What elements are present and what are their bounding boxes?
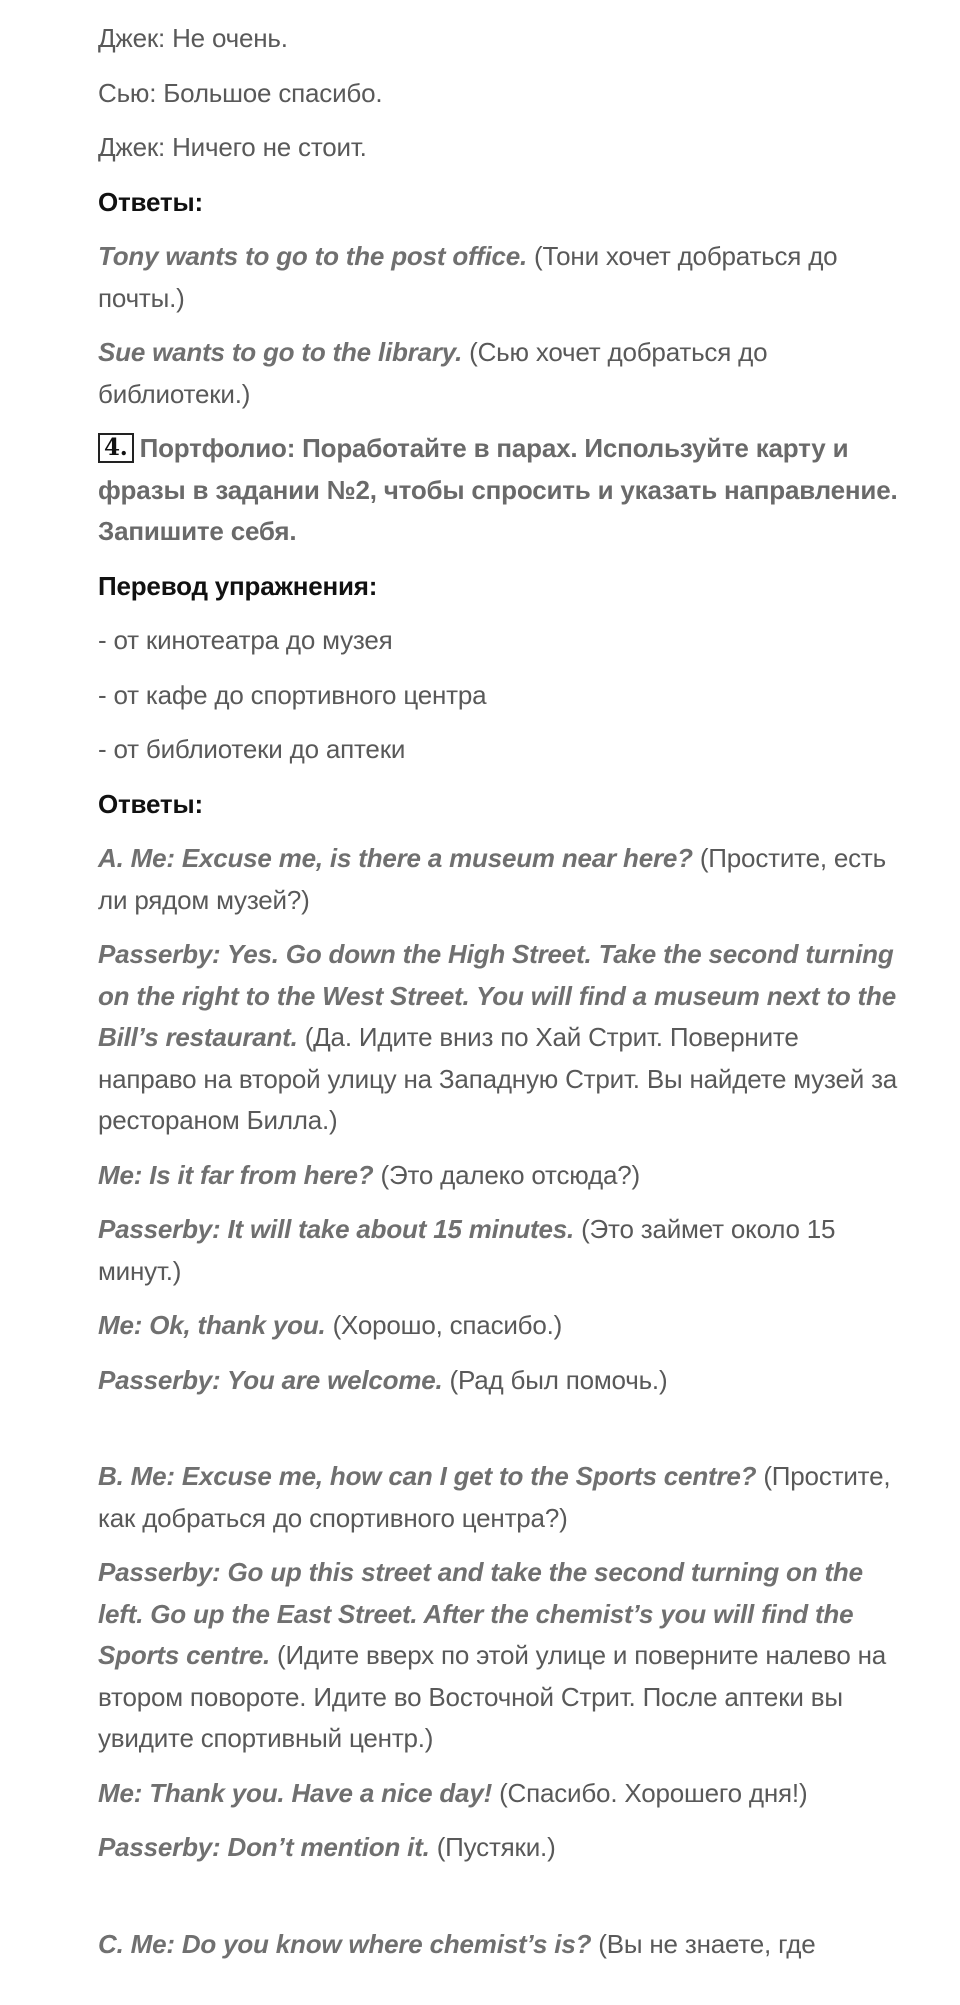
english-line: Me: Is it far from here? (98, 1159, 374, 1190)
dialog-line: Сью: Большое спасибо. (98, 77, 383, 108)
section-spacer (98, 1414, 898, 1456)
dialog-a-line (98, 838, 898, 921)
english-line: A. Me: Excuse me, is there a museum near here? (98, 843, 693, 873)
answer-line (98, 236, 898, 319)
english-line: B. Me: Excuse me, how can I get to the Sports centre? (98, 1461, 757, 1491)
task-text: Портфолио: Поработайте в парах. Используйте карту и фразы в задании №2, чтобы спросить и указать направление. Запишите себя. (98, 433, 898, 546)
task-number-box: 4. (98, 433, 134, 463)
dialog-a-line (98, 1360, 898, 1402)
russian-translation: (Это далеко отсюда?) (373, 1159, 640, 1190)
russian-translation: (Да. Идите вниз по Хай Стрит. Поверните направо на второй улицу на Западную Стрит. Вы найдете музей за рестораном Билла.) (98, 1022, 898, 1135)
english-line: C. Me: Do you know where chemist’s is? (98, 1928, 592, 1959)
russian-translation: (Сью хочет добраться до библиотеки.) (98, 337, 768, 409)
russian-translation: (Пустяки.) (429, 1832, 556, 1862)
english-line: Me: Thank you. Have a nice day! (98, 1777, 493, 1808)
english-answer: Tony wants to go to the post office. (98, 241, 528, 271)
dialog-b-line (98, 1552, 898, 1760)
dialog-line: Джек: Ничего не стоит. (98, 132, 367, 162)
translation-item: - от кафе до спортивного центра (98, 679, 487, 710)
russian-translation: (Простите, есть ли рядом музей?) (98, 843, 886, 915)
dialog-a-line (98, 1155, 898, 1197)
russian-translation: (Рад был помочь.) (442, 1364, 668, 1395)
task-4 (98, 428, 898, 553)
dialog-line: Джек: Не очень. (98, 23, 288, 53)
english-line: Passerby: It will take about 15 minutes. (98, 1214, 575, 1244)
dialog-b-line (98, 1456, 898, 1539)
english-line: Passerby: Go up this street and take the second turning on the left. Go up the East Street. After the chemist’s you will find the Sports centre. (98, 1557, 863, 1670)
section-spacer (98, 1882, 898, 1924)
english-answer: Sue wants to go to the library. (98, 337, 463, 367)
answer-line (98, 332, 898, 415)
russian-translation: (Простите, как добраться до спортивного центра?) (98, 1461, 891, 1533)
russian-translation: (Спасибо. Хорошего дня!) (492, 1777, 808, 1808)
document-page (98, 18, 898, 1978)
english-line: Passerby: Yes. Go down the High Street. Take the second turning on the right to the West Street. You will find a museum next to the Bill’s restaurant. (98, 939, 896, 1052)
russian-translation: (Тони хочет добраться до почты.) (98, 241, 838, 313)
english-line: Me: Ok, thank you. (98, 1310, 326, 1340)
dialog-c-line (98, 1924, 898, 1966)
translation-item: - от кинотеатра до музея (98, 625, 393, 655)
english-line: Passerby: Don’t mention it. (98, 1832, 430, 1862)
dialog-b-line (98, 1773, 898, 1815)
dialog-a-line (98, 1209, 898, 1292)
answers-heading: Ответы: (98, 788, 203, 819)
dialog-b-line (98, 1827, 898, 1869)
dialog-a-line (98, 1305, 898, 1347)
translation-item: - от библиотеки до аптеки (98, 734, 406, 764)
dialog-a-line (98, 934, 898, 1142)
russian-translation: (Это займет около 15 минут.) (98, 1214, 836, 1286)
russian-translation: (Вы не знаете, где (591, 1928, 816, 1959)
answers-heading: Ответы: (98, 186, 203, 217)
russian-translation: (Хорошо, спасибо.) (325, 1310, 563, 1340)
translation-heading: Перевод упражнения: (98, 570, 378, 601)
russian-translation: (Идите вверх по этой улице и поверните налево на втором повороте. Идите во Восточной Стрит. После аптеки вы увидите спортивный центр.) (98, 1640, 887, 1753)
english-line: Passerby: You are welcome. (98, 1364, 443, 1395)
